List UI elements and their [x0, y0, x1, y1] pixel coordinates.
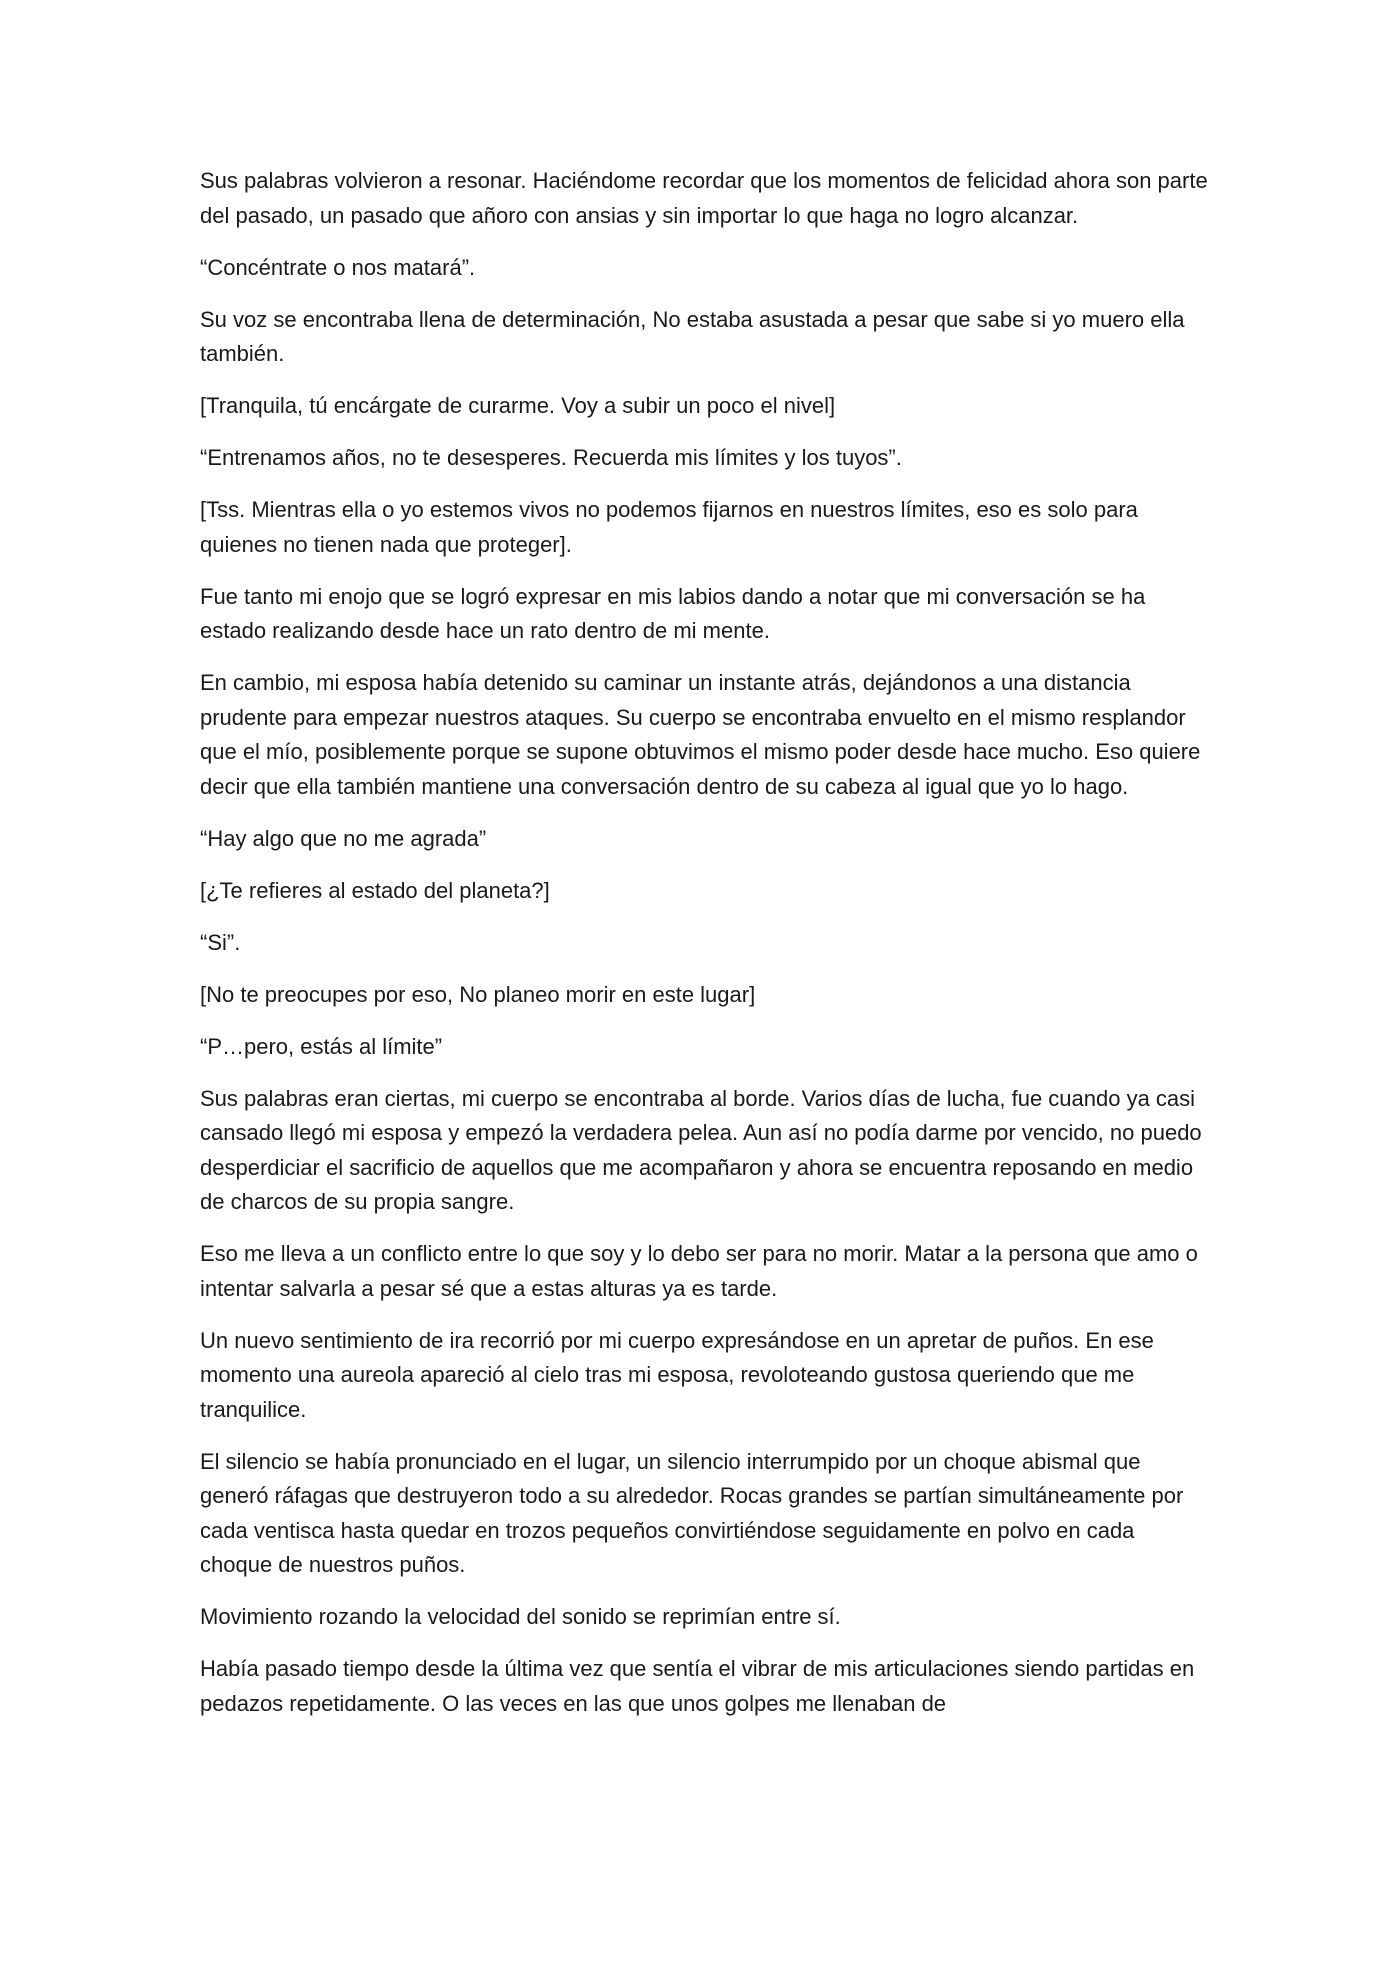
paragraph: “Si”. — [200, 929, 241, 955]
paragraph: [¿Te refieres al estado del planeta?] — [200, 877, 550, 903]
paragraph: Eso me lleva a un conflicto entre lo que soy y lo debo ser para no morir. Matar a la persona que amo o intentar salvarla a pesar sé que a estas alturas ya es tarde. — [200, 1241, 1198, 1301]
paragraph: “P…pero, estás al límite” — [200, 1033, 443, 1059]
paragraph: Fue tanto mi enojo que se logró expresar en mis labios dando a notar que mi conversación se ha estado realizando desde hace un rato dentro de mi mente. — [200, 583, 1146, 643]
paragraph: [Tranquila, tú encárgate de curarme. Voy a subir un poco el nivel] — [200, 393, 836, 418]
paragraph: Sus palabras eran ciertas, mi cuerpo se encontraba al borde. Varios días de lucha, fue cuando ya casi cansado llegó mi esposa y empezó la verdadera pelea. Aun así no podía darme por vencido, no puedo desperdiciar el sacrificio de aquellos que me acompañaron y ahora se encuentra reposando en medio de charcos de su propia sangre. — [200, 1085, 1202, 1214]
paragraph: Su voz se encontraba llena de determinación, No estaba asustada a pesar que sabe si yo muero ella también. — [200, 306, 1185, 366]
paragraph: “Concéntrate o nos matará”. — [200, 254, 476, 280]
paragraph: “Hay algo que no me agrada” — [200, 825, 487, 851]
paragraph: En cambio, mi esposa había detenido su caminar un instante atrás, dejándonos a una distancia prudente para empezar nuestros ataques. Su cuerpo se encontraba envuelto en el mismo resplandor que el mío, posiblemente porque se supone obtuvimos el mismo poder desde hace mucho. Eso quiere decir que ella también mantiene una conversación dentro de su cabeza al igual que yo lo hago. — [200, 670, 1201, 799]
paragraph: [Tss. Mientras ella o yo estemos vivos no podemos fijarnos en nuestros límites, eso es solo para quienes no tienen nada que proteger]. — [200, 497, 1138, 557]
paragraph: El silencio se había pronunciado en el lugar, un silencio interrumpido por un choque abismal que generó ráfagas que destruyeron todo a su alrededor. Rocas grandes se partían simultáneamente por cada ventisca hasta quedar en trozos pequeños convirtiéndose seguidamente en polvo en cada choque de nuestros puños. — [200, 1448, 1184, 1577]
paragraph: [No te preocupes por eso, No planeo morir en este lugar] — [200, 981, 756, 1007]
paragraph: Un nuevo sentimiento de ira recorrió por mi cuerpo expresándose en un apretar de puños. En ese momento una aureola apareció al cielo tras mi esposa, revoloteando gustosa queriendo que me tranquilice. — [200, 1327, 1154, 1422]
paragraph: Sus palabras volvieron a resonar. Haciéndome recordar que los momentos de felicidad ahora son parte del pasado, un pasado que añoro con ansias y sin importar lo que haga no logro alcanzar. — [200, 168, 1208, 228]
paragraph: Había pasado tiempo desde la última vez que sentía el vibrar de mis articulaciones siendo partidas en pedazos repetidamente. O las veces en las que unos golpes me llenaban de — [200, 1656, 1195, 1716]
paragraph: “Entrenamos años, no te desesperes. Recuerda mis límites y los tuyos”. — [200, 445, 902, 470]
document-body — [200, 164, 1210, 1721]
paragraph: Movimiento rozando la velocidad del sonido se reprimían entre sí. — [200, 1604, 841, 1629]
